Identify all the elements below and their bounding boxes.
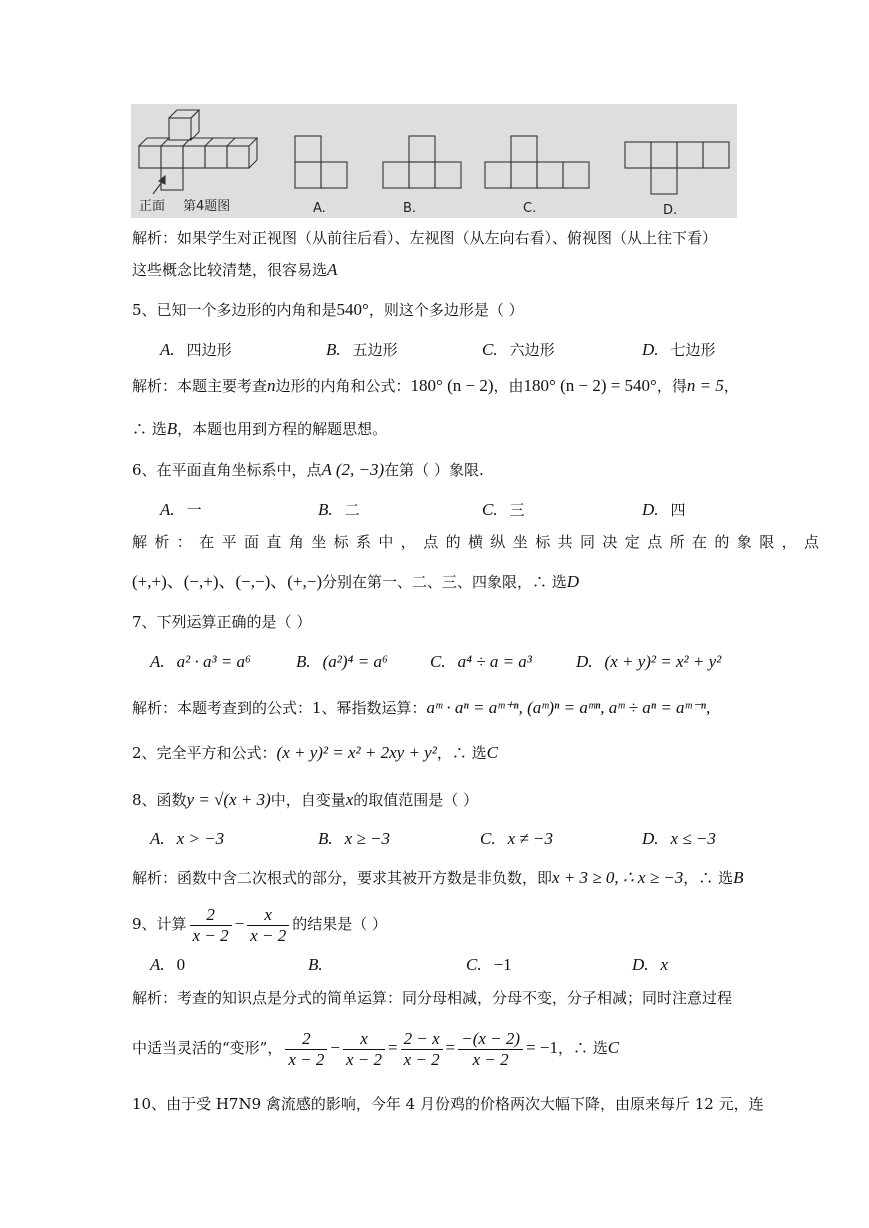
q8-analysis — [132, 868, 743, 888]
q9-analysis-line-2 — [132, 1028, 619, 1070]
q7-analysis-formulas: aᵐ · aⁿ = aᵐ⁺ⁿ, (aᵐ)ⁿ = aᵐⁿ, aᵐ ÷ aⁿ = aᵐ⁻ⁿ, — [426, 698, 711, 717]
q6-stem-prefix: 6、在平面直角坐标系中，点 — [132, 461, 322, 479]
q9-analysis-fraction-1-numerator: 2 — [285, 1029, 327, 1050]
q7-option-c-label: C. — [430, 652, 446, 671]
q5-analysis-line-2 — [132, 419, 387, 439]
q9-analysis-fraction-2 — [343, 1029, 385, 1070]
figure-label-d: D. — [663, 203, 678, 218]
q6-analysis-signs: (+,+)、(−,+)、(−,−)、(+,−) — [132, 572, 322, 591]
q9-stem — [132, 904, 387, 946]
q8-option-c-text: x ≠ −3 — [507, 829, 553, 848]
q8-analysis-therefore: ，∴ 选 — [683, 869, 734, 887]
q9-option-c — [466, 955, 512, 975]
q8-option-c — [480, 829, 553, 849]
q9-analysis-text: 中适当灵活的“变形”， — [132, 1039, 283, 1057]
q6-option-d-text: 四 — [670, 501, 686, 519]
q9-analysis-result: = −1 — [526, 1038, 558, 1057]
q4-analysis-text: 这些概念比较清楚，很容易选 — [132, 261, 328, 279]
q7-analysis-text-2: 2、完全平方和公式： — [132, 744, 277, 762]
q9-option-a — [150, 955, 185, 975]
q9-option-c-label: C. — [466, 955, 482, 974]
q5-analysis-suffix: ，本题也用到方程的解题思想。 — [177, 420, 388, 438]
q4-analysis-line-1: 解析：如果学生对正视图（从前往后看）、左视图（从左向右看）、俯视图（从上往下看） — [132, 229, 718, 247]
q5-stem-prefix: 5、已知一个多边形的内角和是 — [132, 301, 337, 319]
q5-option-a-label: A. — [160, 340, 175, 359]
q9-option-d — [632, 955, 668, 975]
q5-option-d — [642, 340, 716, 360]
q5-option-a-text: 四边形 — [186, 341, 232, 359]
q8-option-d-label: D. — [642, 829, 659, 848]
q7-analysis-line-2 — [132, 743, 498, 763]
q6-stem-point: A (2, −3) — [321, 460, 385, 479]
q8-option-d — [642, 829, 716, 849]
q8-option-b-text: x ≥ −3 — [344, 829, 390, 848]
q9-option-b-label: B. — [308, 955, 323, 974]
q4-answer: A — [327, 260, 338, 279]
q6-option-c — [482, 500, 525, 520]
q6-option-a — [160, 500, 202, 520]
q9-option-a-label: A. — [150, 955, 165, 974]
q8-stem-prefix: 8、函数 — [132, 791, 187, 809]
q9-fraction-1 — [190, 905, 232, 946]
q5-option-b — [326, 340, 398, 360]
q6-option-c-text: 三 — [509, 501, 525, 519]
q6-option-c-label: C. — [482, 500, 498, 519]
q9-fraction-2-numerator: x — [247, 905, 289, 926]
q8-stem-function: y = √(x + 3) — [186, 790, 271, 809]
q5-analysis-n: n — [267, 376, 276, 395]
q6-stem-suffix: 在第（ ）象限. — [384, 461, 484, 479]
q9-fraction-1-denominator: x − 2 — [192, 925, 229, 945]
q5-analysis-text-e: ， — [723, 377, 739, 395]
q9-analysis-fraction-1-denominator: x − 2 — [288, 1049, 325, 1069]
q5-option-c-label: C. — [482, 340, 498, 359]
q9-analysis-equals-1: = — [388, 1038, 398, 1057]
q9-option-d-label: D. — [632, 955, 649, 974]
q8-option-d-text: x ≤ −3 — [670, 829, 716, 848]
q9-fraction-2-denominator: x − 2 — [250, 925, 287, 945]
q9-analysis-fraction-2-numerator: x — [343, 1029, 385, 1050]
q5-analysis-formula-2: 180° (n − 2) = 540° — [523, 376, 657, 395]
q6-option-a-text: 一 — [186, 501, 202, 519]
q9-minus-sign: − — [234, 914, 245, 933]
q9-stem-suffix: 的结果是（ ） — [292, 915, 387, 933]
q5-option-d-label: D. — [642, 340, 659, 359]
q9-analysis-line-1: 解析：考查的知识点是分式的简单运算：同分母相减，分母不变，分子相减；同时注意过程 — [132, 989, 733, 1007]
q8-analysis-text: 解析：函数中含二次根式的部分，要求其被开方数是非负数，即 — [132, 869, 553, 887]
q8-option-c-label: C. — [480, 829, 496, 848]
q5-analysis-text-c: ，由 — [493, 377, 524, 395]
q9-answer: C — [607, 1038, 620, 1057]
q5-answer: B — [166, 419, 178, 438]
q8-stem-mid: 中，自变量 — [270, 791, 346, 809]
q9-fraction-2 — [247, 905, 289, 946]
q6-analysis-line-1: 解析：在平面直角坐标系中，点的横纵坐标共同决定点所在的象限，点 — [132, 533, 827, 551]
q7-option-c — [430, 652, 532, 672]
q5-stem — [132, 300, 524, 320]
q9-analysis-fraction-3-numerator: 2 − x — [401, 1029, 443, 1050]
q6-option-a-label: A. — [160, 500, 175, 519]
q6-option-d — [642, 500, 686, 520]
q5-analysis-therefore: ∴ 选 — [132, 420, 167, 438]
q5-option-b-text: 五边形 — [352, 341, 398, 359]
q5-analysis-text-a: 解析：本题主要考查 — [132, 377, 268, 395]
q6-analysis-text: 分别在第一、二、三、四象限，∴ 选 — [322, 573, 567, 591]
q4-analysis-line-2 — [132, 260, 337, 280]
q7-option-a — [150, 652, 251, 672]
q7-option-b — [296, 652, 388, 672]
q7-option-a-label: A. — [150, 652, 165, 671]
q7-option-d-label: D. — [576, 652, 593, 671]
q7-option-d-text: (x + y)² = x² + y² — [604, 652, 722, 671]
q8-answer: B — [733, 868, 744, 887]
q9-fraction-1-numerator: 2 — [190, 905, 232, 926]
figure-label-b: B. — [403, 201, 417, 216]
q8-analysis-inequality: x + 3 ≥ 0, ∴ x ≥ −3 — [552, 868, 684, 887]
q5-analysis-formula-3: n = 5 — [686, 376, 724, 395]
q6-option-b-label: B. — [318, 500, 333, 519]
q5-option-b-label: B. — [326, 340, 341, 359]
q7-analysis-text: 解析：本题考查到的公式：1、幂指数运算： — [132, 699, 427, 717]
q9-analysis-minus: − — [330, 1038, 340, 1057]
q8-option-b-label: B. — [318, 829, 333, 848]
q9-analysis-fraction-3-denominator: x − 2 — [403, 1049, 440, 1069]
q8-option-b — [318, 829, 390, 849]
q8-option-a — [150, 829, 224, 849]
q8-stem — [132, 790, 478, 810]
q7-stem: 7、下列运算正确的是（ ） — [132, 613, 312, 631]
q5-option-c-text: 六边形 — [509, 341, 555, 359]
q7-option-b-text: (a²)⁴ = a⁶ — [322, 652, 388, 671]
q9-option-b — [308, 955, 335, 975]
q6-option-b-text: 二 — [344, 501, 360, 519]
q9-stem-prefix: 9、计算 — [132, 915, 187, 933]
q5-analysis-formula-1: 180° (n − 2) — [410, 376, 494, 395]
q8-option-a-text: x > −3 — [176, 829, 225, 848]
q9-analysis-fraction-1 — [285, 1029, 327, 1070]
q8-stem-x: x — [345, 790, 354, 809]
q5-stem-angle: 540° — [336, 300, 369, 319]
q6-stem — [132, 460, 484, 480]
q9-option-d-text: x — [660, 955, 669, 974]
q7-answer: C — [486, 743, 498, 762]
question-4-figure — [131, 104, 737, 218]
q9-option-c-text: −1 — [493, 955, 512, 974]
q5-option-c — [482, 340, 555, 360]
q9-analysis-fraction-4-denominator: x − 2 — [472, 1049, 509, 1069]
figure-label-c: C. — [523, 201, 537, 216]
q9-analysis-fraction-4-numerator: −(x − 2) — [458, 1029, 523, 1050]
q6-answer: D — [566, 572, 580, 591]
q6-analysis-line-2 — [132, 572, 579, 592]
q9-analysis-therefore: ，∴ 选 — [557, 1039, 608, 1057]
q9-analysis-fraction-2-denominator: x − 2 — [345, 1049, 382, 1069]
q7-analysis-line-1 — [132, 698, 710, 718]
q9-analysis-fraction-4 — [458, 1029, 523, 1070]
figure-caption-title: 第4题图 — [183, 199, 231, 214]
figure-caption-front: 正面 — [139, 199, 166, 214]
q5-option-a — [160, 340, 232, 360]
q9-analysis-equals-2: = — [445, 1038, 456, 1057]
q9-option-a-text: 0 — [176, 955, 186, 974]
q7-option-d — [576, 652, 721, 672]
q5-analysis-text-b: 边形的内角和公式： — [275, 377, 411, 395]
q5-stem-suffix: ，则这个多边形是（ ） — [368, 301, 524, 319]
q7-option-b-label: B. — [296, 652, 311, 671]
q7-analysis-therefore: ，∴ 选 — [436, 744, 487, 762]
figure-label-a: A. — [313, 201, 326, 216]
q8-stem-suffix: 的取值范围是（ ） — [353, 791, 479, 809]
q5-option-d-text: 七边形 — [670, 341, 716, 359]
q10-stem: 10、由于受 H7N9 禽流感的影响，今年 4 月份鸡的价格两次大幅下降，由原来每斤 12 元，连 — [132, 1095, 764, 1113]
q6-option-d-label: D. — [642, 500, 659, 519]
q7-option-a-text: a² · a³ = a⁶ — [176, 652, 251, 671]
q7-option-c-text: a⁴ ÷ a = a³ — [457, 652, 532, 671]
q5-analysis-line-1 — [132, 376, 739, 396]
q7-analysis-square-formula: (x + y)² = x² + 2xy + y² — [276, 743, 437, 762]
q8-option-a-label: A. — [150, 829, 165, 848]
q6-option-b — [318, 500, 360, 520]
q5-analysis-text-d: ，得 — [656, 377, 687, 395]
q9-analysis-fraction-3 — [401, 1029, 443, 1070]
